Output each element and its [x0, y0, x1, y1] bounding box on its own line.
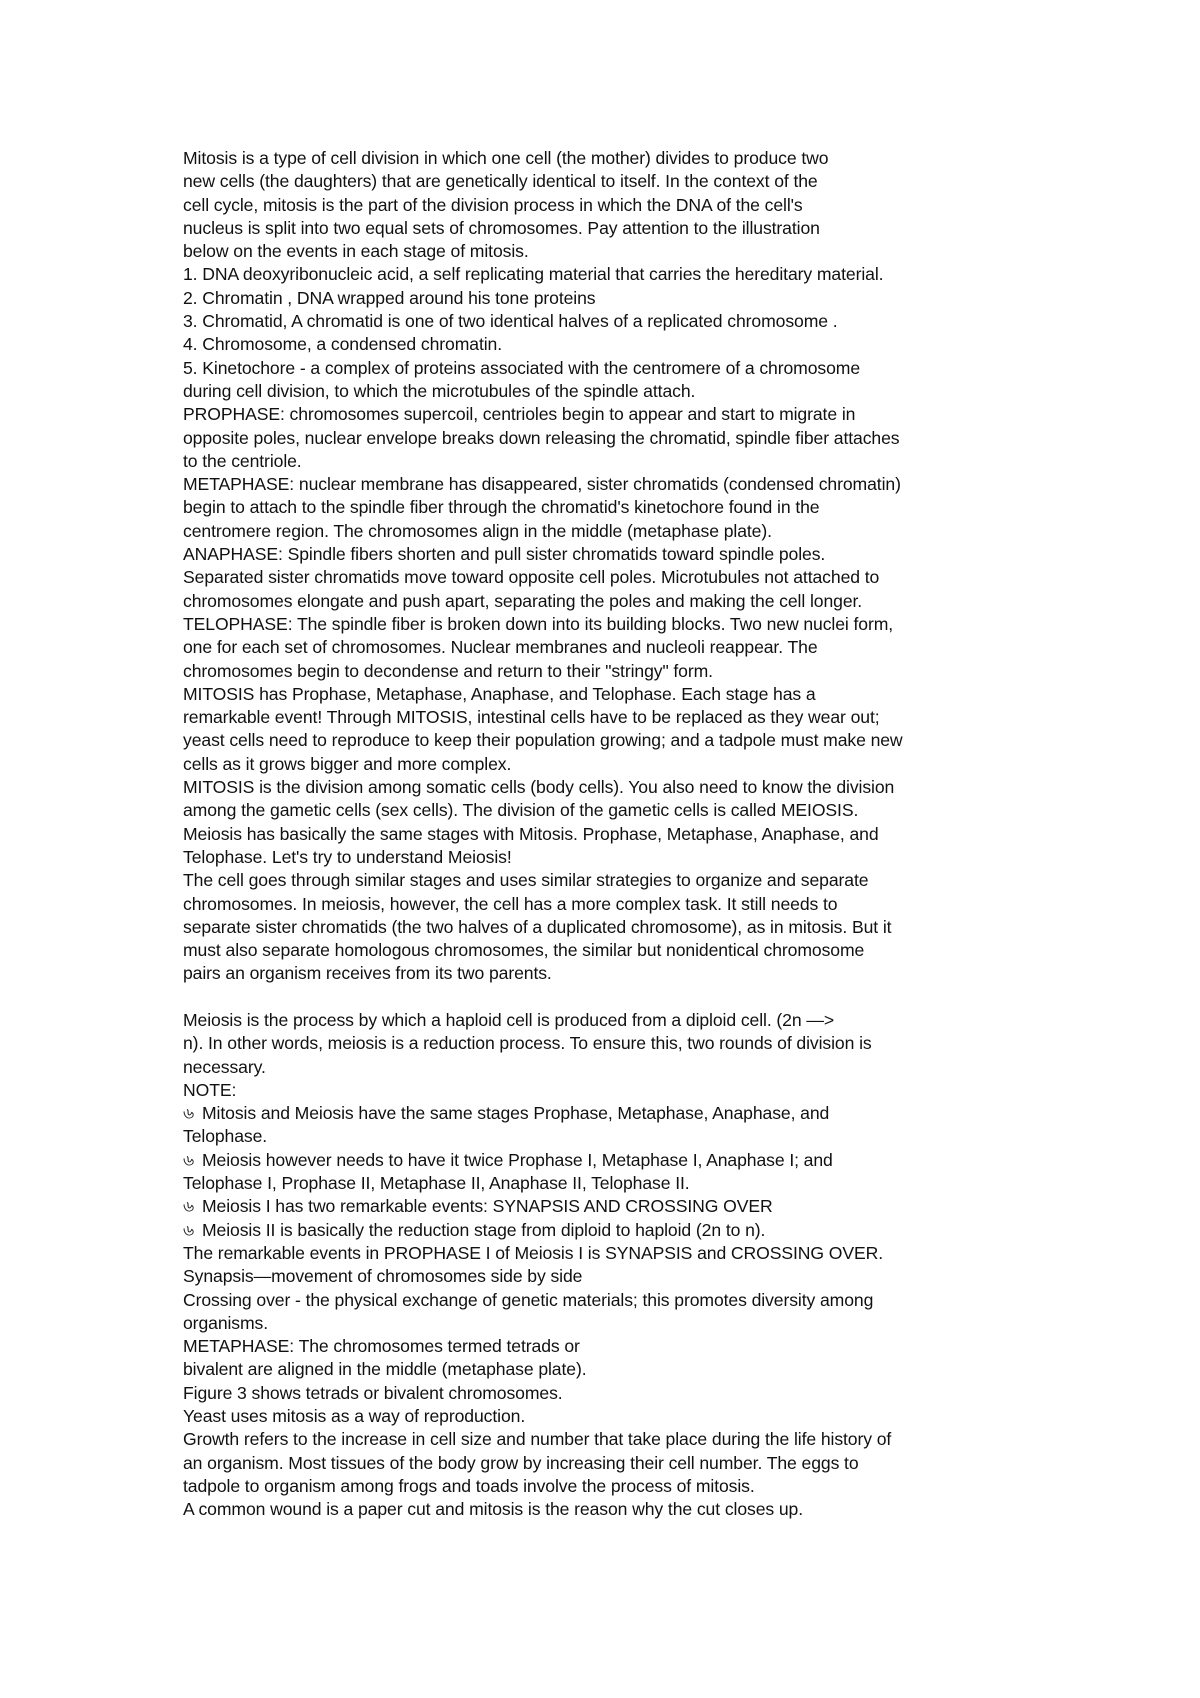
note-bullet-text: Meiosis however needs to have it twice Prophase I, Metaphase I, Anaphase I; and	[202, 1149, 833, 1170]
text-line: Yeast uses mitosis as a way of reproduction.	[183, 1406, 526, 1427]
anaphase-paragraph: ANAPHASE: Spindle fibers shorten and pull sister chromatids toward spindle poles.	[183, 544, 826, 565]
text-line: among the gametic cells (sex cells). The division of the gametic cells is called MEIOSIS.	[183, 800, 859, 821]
text-line: new cells (the daughters) that are genetically identical to itself. In the context of the	[183, 171, 818, 192]
text-line: Telophase. Let's try to understand Meiosis!	[183, 846, 512, 867]
text-line: during cell division, to which the microtubules of the spindle attach.	[183, 380, 696, 401]
meiosis-metaphase-paragraph: METAPHASE: The chromosomes termed tetrads or	[183, 1336, 580, 1357]
text-line: Telophase I, Prophase II, Metaphase II, Anaphase II, Telophase II.	[183, 1173, 690, 1194]
note-bullet-text: Meiosis I has two remarkable events: SYNAPSIS AND CROSSING OVER	[202, 1196, 773, 1217]
text-line: an organism. Most tissues of the body grow by increasing their cell number. The eggs to	[183, 1452, 859, 1473]
definition-chromatin: 2. Chromatin , DNA wrapped around his tone proteins	[183, 287, 596, 308]
note-bullet-text: Mitosis and Meiosis have the same stages Prophase, Metaphase, Anaphase, and	[202, 1103, 830, 1124]
text-line: nucleus is split into two equal sets of chromosomes. Pay attention to the illustration	[183, 217, 820, 238]
text-line: bivalent are aligned in the middle (metaphase plate).	[183, 1359, 587, 1380]
metaphase-paragraph: METAPHASE: nuclear membrane has disappeared, sister chromatids (condensed chromatin)	[183, 474, 901, 495]
note-bullet	[183, 1195, 1083, 1218]
bullet-icon: ৬	[183, 1105, 194, 1123]
definition-chromosome: 4. Chromosome, a condensed chromatin.	[183, 334, 503, 355]
text-line: The remarkable events in PROPHASE I of Meiosis I is SYNAPSIS and CROSSING OVER.	[183, 1242, 884, 1263]
prophase-paragraph: PROPHASE: chromosomes supercoil, centrioles begin to appear and start to migrate in	[183, 404, 856, 425]
text-line: organisms.	[183, 1312, 269, 1333]
growth-paragraph: Growth refers to the increase in cell size and number that take place during the life history of	[183, 1429, 892, 1450]
note-heading: NOTE:	[183, 1079, 237, 1100]
definition-chromatid: 3. Chromatid, A chromatid is one of two identical halves of a replicated chromosome .	[183, 311, 838, 332]
text-line: yeast cells need to reproduce to keep their population growing; and a tadpole must make new	[183, 730, 903, 751]
text-line: chromosomes elongate and push apart, separating the poles and making the cell longer.	[183, 590, 863, 611]
mitosis-summary: MITOSIS has Prophase, Metaphase, Anaphase, and Telophase. Each stage has a	[183, 683, 816, 704]
crossing-over-definition: Crossing over - the physical exchange of genetic materials; this promotes diversity among	[183, 1289, 874, 1310]
text-line: Meiosis has basically the same stages with Mitosis. Prophase, Metaphase, Anaphase, and	[183, 823, 879, 844]
text-line: pairs an organism receives from its two parents.	[183, 963, 552, 984]
text-line: to the centriole.	[183, 450, 302, 471]
text-line: cells as it grows bigger and more complex.	[183, 753, 512, 774]
definition-dna: 1. DNA deoxyribonucleic acid, a self replicating material that carries the hereditary material.	[183, 264, 884, 285]
bullet-icon: ৬	[183, 1151, 194, 1169]
text-line: remarkable event! Through MITOSIS, intestinal cells have to be replaced as they wear out;	[183, 707, 880, 728]
text-line: tadpole to organism among frogs and toads involve the process of mitosis.	[183, 1475, 755, 1496]
text-line: opposite poles, nuclear envelope breaks down releasing the chromatid, spindle fiber attaches	[183, 427, 900, 448]
text-line: Mitosis is a type of cell division in which one cell (the mother) divides to produce two	[183, 148, 829, 168]
text-line: one for each set of chromosomes. Nuclear membranes and nucleoli reappear. The	[183, 637, 818, 658]
text-line: chromosomes. In meiosis, however, the cell has a more complex task. It still needs to	[183, 893, 838, 914]
blank-line	[183, 986, 1083, 1009]
bullet-icon: ৬	[183, 1198, 194, 1216]
text-line: separate sister chromatids (the two halves of a duplicated chromosome), as in mitosis. But it	[183, 916, 892, 937]
text-line: centromere region. The chromosomes align in the middle (metaphase plate).	[183, 520, 772, 541]
note-bullet	[183, 1149, 1083, 1172]
text-line: n). In other words, meiosis is a reduction process. To ensure this, two rounds of division is	[183, 1033, 872, 1054]
somatic-gametic-paragraph: MITOSIS is the division among somatic cells (body cells). You also need to know the division	[183, 777, 895, 798]
synapsis-definition: Synapsis—movement of chromosomes side by side	[183, 1266, 583, 1287]
note-bullet	[183, 1102, 1083, 1125]
text-line: below on the events in each stage of mitosis.	[183, 241, 529, 262]
definition-kinetochore: 5. Kinetochore - a complex of proteins associated with the centromere of a chromosome	[183, 357, 861, 378]
text-line: must also separate homologous chromosomes, the similar but nonidentical chromosome	[183, 940, 865, 961]
meiosis-definition-paragraph: Meiosis is the process by which a haploid cell is produced from a diploid cell. (2n —>	[183, 1009, 834, 1030]
text-line: begin to attach to the spindle fiber through the chromatid's kinetochore found in the	[183, 497, 820, 518]
meiosis-intro-paragraph: The cell goes through similar stages and uses similar strategies to organize and separate	[183, 870, 869, 891]
note-bullet-text: Meiosis II is basically the reduction stage from diploid to haploid (2n to n).	[202, 1219, 766, 1240]
wound-paragraph: A common wound is a paper cut and mitosis is the reason why the cut closes up.	[183, 1499, 804, 1520]
note-bullet	[183, 1219, 1083, 1242]
text-line: chromosomes begin to decondense and return to their "stringy" form.	[183, 660, 713, 681]
bullet-icon: ৬	[183, 1221, 194, 1239]
text-line: necessary.	[183, 1056, 266, 1077]
document-body	[183, 147, 1083, 1522]
telophase-paragraph: TELOPHASE: The spindle fiber is broken down into its building blocks. Two new nuclei form,	[183, 613, 894, 634]
text-line: Telophase.	[183, 1126, 268, 1147]
figure-reference: Figure 3 shows tetrads or bivalent chromosomes.	[183, 1382, 563, 1403]
text-line: Separated sister chromatids move toward opposite cell poles. Microtubules not attached to	[183, 567, 880, 588]
text-line: cell cycle, mitosis is the part of the division process in which the DNA of the cell's	[183, 194, 803, 215]
